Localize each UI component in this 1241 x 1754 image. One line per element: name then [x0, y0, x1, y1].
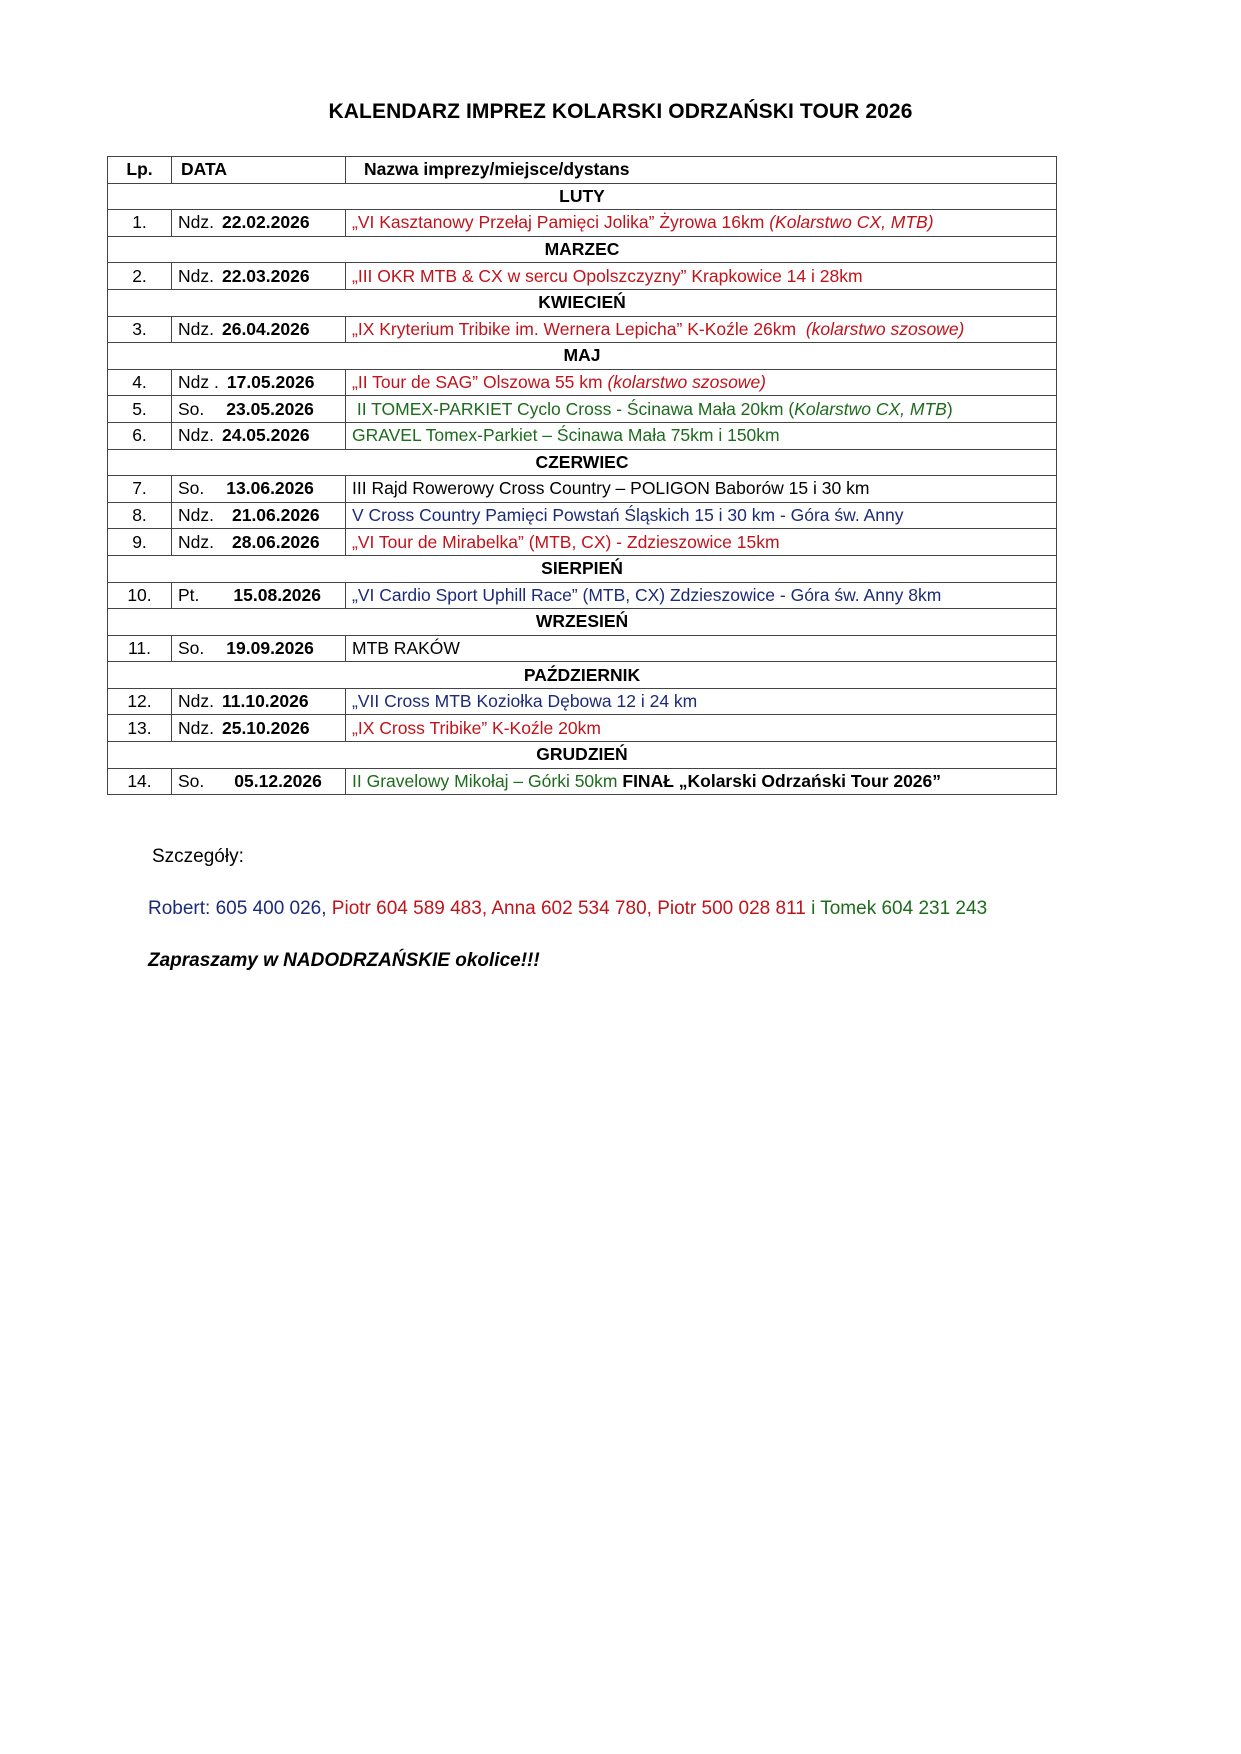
event-note: Kolarstwo CX, MTB: [794, 398, 947, 419]
header-name: Nazwa imprezy/miejsce/dystans: [346, 157, 1057, 184]
month-row: [108, 343, 1057, 370]
table-header-row: [108, 157, 1057, 184]
event-date: [172, 263, 346, 290]
table-row: [108, 688, 1057, 715]
event-lp: 4.: [108, 369, 172, 396]
event-date-value: 22.02.2026: [221, 212, 310, 233]
month-row: [108, 662, 1057, 689]
event-date: [172, 715, 346, 742]
event-day: Ndz.: [178, 265, 214, 286]
month-pazdziernik: PAŹDZIERNIK: [108, 662, 1057, 689]
event-title: „IX Cross Tribike” K-Koźle 20km: [352, 717, 601, 738]
event-lp: 14.: [108, 768, 172, 795]
event-title: „VI Tour de Mirabelka” (MTB, CX) - Zdzieszowice 15km: [352, 531, 780, 552]
event-name: [346, 210, 1057, 237]
table-row: [108, 476, 1057, 503]
event-name: [346, 396, 1057, 423]
event-day: So.: [178, 478, 205, 499]
event-title: „VII Cross MTB Koziołka Dębowa 12 i 24 km: [352, 691, 698, 712]
event-lp: 2.: [108, 263, 172, 290]
event-title: „IX Kryterium Tribike im. Wernera Lepicha” K-Koźle 26km: [352, 318, 797, 339]
event-title: MTB RAKÓW: [352, 637, 460, 658]
table-row: [108, 582, 1057, 609]
event-final: FINAŁ „Kolarski Odrzański Tour 2026”: [622, 770, 942, 791]
month-wrzesien: WRZESIEŃ: [108, 609, 1057, 636]
event-name: [346, 529, 1057, 556]
event-date: [172, 476, 346, 503]
event-date: [172, 422, 346, 449]
event-title: „III OKR MTB & CX w sercu Opolszczyzny” Krapkowice 14 i 28km: [352, 265, 863, 286]
event-date: [172, 369, 346, 396]
event-lp: 3.: [108, 316, 172, 343]
event-date-value: 24.05.2026: [221, 425, 310, 446]
month-row: [108, 289, 1057, 316]
event-date: [172, 529, 346, 556]
event-day: Ndz.: [178, 212, 214, 233]
event-day: Ndz.: [178, 531, 214, 552]
event-note-close: ): [946, 398, 953, 419]
event-name: [346, 422, 1057, 449]
event-name: [346, 582, 1057, 609]
event-date-value: 15.08.2026: [233, 584, 321, 605]
contact-piotr-anna-piotr: Piotr 604 589 483, Anna 602 534 780, Piotr 500 028 811: [326, 898, 806, 919]
header-date: DATA: [172, 157, 346, 184]
closing-invitation: Zapraszamy w NADODRZAŃSKIE okolice!!!: [148, 950, 540, 971]
event-title: V Cross Country Pamięci Powstań Śląskich 15 i 30 km - Góra św. Anny: [352, 505, 904, 526]
event-day: So.: [178, 770, 205, 791]
month-czerwiec: CZERWIEC: [108, 449, 1057, 476]
event-date-value: 26.04.2026: [221, 318, 310, 339]
event-note: (kolarstwo szosowe): [805, 318, 965, 339]
event-date: [172, 396, 346, 423]
event-name: [346, 316, 1057, 343]
month-row: [108, 183, 1057, 210]
event-lp: 6.: [108, 422, 172, 449]
event-date-value: 25.10.2026: [221, 717, 310, 738]
event-date-value: 13.06.2026: [226, 478, 314, 499]
event-lp: 10.: [108, 582, 172, 609]
month-marzec: MARZEC: [108, 236, 1057, 263]
table-row: [108, 422, 1057, 449]
event-lp: 13.: [108, 715, 172, 742]
event-note: (kolarstwo szosowe): [607, 372, 767, 393]
event-title: „II Tour de SAG” Olszowa 55 km: [352, 372, 603, 393]
event-name: [346, 476, 1057, 503]
event-title: II TOMEX-PARKIET Cyclo Cross - Ścinawa Mała 20km (: [356, 398, 795, 419]
event-name: [346, 635, 1057, 662]
table-row: [108, 263, 1057, 290]
event-date-value: 22.03.2026: [221, 265, 310, 286]
event-title: „VI Cardio Sport Uphill Race” (MTB, CX) Zdzieszowice - Góra św. Anny 8km: [352, 584, 942, 605]
event-lp: 8.: [108, 502, 172, 529]
event-lp: 7.: [108, 476, 172, 503]
table-row: [108, 529, 1057, 556]
events-calendar-table: [107, 156, 1057, 795]
month-luty: LUTY: [108, 183, 1057, 210]
event-day: Ndz.: [178, 425, 214, 446]
event-lp: 9.: [108, 529, 172, 556]
event-day: Ndz.: [178, 717, 214, 738]
event-title: GRAVEL Tomex-Parkiet – Ścinawa Mała 75km i 150km: [352, 425, 780, 446]
event-day: Ndz.: [178, 691, 214, 712]
event-date: [172, 688, 346, 715]
table-row: [108, 635, 1057, 662]
event-date: [172, 635, 346, 662]
event-lp: 5.: [108, 396, 172, 423]
month-row: [108, 449, 1057, 476]
event-date-value: 21.06.2026: [231, 505, 320, 526]
event-day: So.: [178, 398, 205, 419]
month-sierpien: SIERPIEŃ: [108, 555, 1057, 582]
contact-tomek: i Tomek 604 231 243: [805, 898, 988, 919]
header-lp: Lp.: [108, 157, 172, 184]
event-name: [346, 688, 1057, 715]
contact-robert: Robert: 605 400 026,: [148, 898, 327, 919]
event-date-value: 28.06.2026: [231, 531, 320, 552]
event-note: (Kolarstwo CX, MTB): [769, 212, 934, 233]
event-name: [346, 502, 1057, 529]
event-title: „VI Kasztanowy Przełaj Pamięci Jolika” Żyrowa 16km: [352, 212, 765, 233]
event-name: [346, 715, 1057, 742]
event-date-value: 17.05.2026: [226, 372, 315, 393]
month-grudzien: GRUDZIEŃ: [108, 742, 1057, 769]
month-row: [108, 236, 1057, 263]
table-row: [108, 502, 1057, 529]
table-row: [108, 396, 1057, 423]
contacts-line: [148, 898, 987, 920]
table-row: [108, 316, 1057, 343]
event-lp: 1.: [108, 210, 172, 237]
event-day: Ndz.: [178, 318, 214, 339]
table-row: [108, 210, 1057, 237]
event-day: Ndz .: [178, 372, 219, 393]
event-date-value: 05.12.2026: [234, 770, 322, 791]
event-name: [346, 263, 1057, 290]
table-row: [108, 369, 1057, 396]
month-row: [108, 609, 1057, 636]
month-maj: MAJ: [108, 343, 1057, 370]
event-title: III Rajd Rowerowy Cross Country – POLIGON Baborów 15 i 30 km: [352, 478, 870, 499]
table-row: [108, 768, 1057, 795]
event-name: [346, 369, 1057, 396]
event-date-value: 23.05.2026: [226, 398, 314, 419]
details-label: Szczegóły:: [152, 846, 244, 867]
event-date: [172, 582, 346, 609]
event-date: [172, 768, 346, 795]
event-day: Ndz.: [178, 505, 214, 526]
event-day: Pt.: [178, 584, 200, 605]
event-title: II Gravelowy Mikołaj – Górki 50km: [352, 770, 618, 791]
event-date: [172, 502, 346, 529]
month-row: [108, 555, 1057, 582]
page-title: KALENDARZ IMPREZ KOLARSKI ODRZAŃSKI TOUR 2026: [328, 100, 913, 123]
event-date-value: 11.10.2026: [221, 691, 309, 712]
table-row: [108, 715, 1057, 742]
event-name: [346, 768, 1057, 795]
month-kwiecien: KWIECIEŃ: [108, 289, 1057, 316]
event-date: [172, 210, 346, 237]
event-date-value: 19.09.2026: [226, 637, 314, 658]
event-day: So.: [178, 637, 205, 658]
month-row: [108, 742, 1057, 769]
event-lp: 11.: [108, 635, 172, 662]
event-date: [172, 316, 346, 343]
event-lp: 12.: [108, 688, 172, 715]
